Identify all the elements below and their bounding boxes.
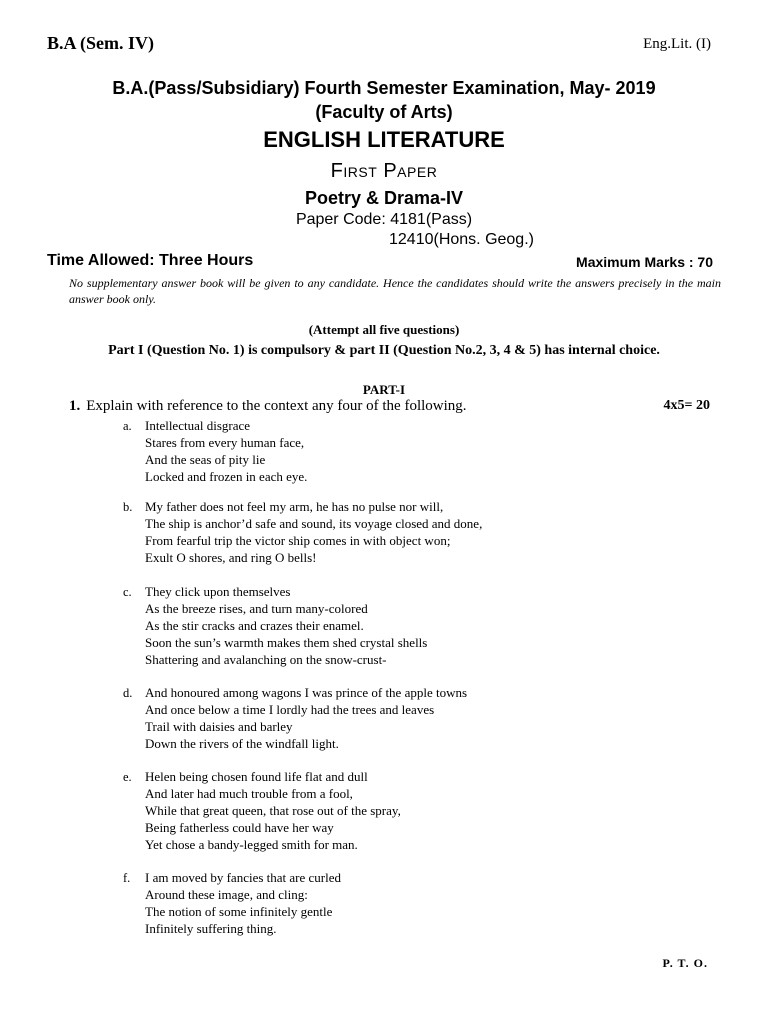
option-line: Soon the sun’s warmth makes them shed crystal shells <box>145 635 428 650</box>
option-line: Infinitely suffering thing. <box>145 921 277 936</box>
option-line: Being fatherless could have her way <box>145 820 334 835</box>
exam-title: B.A.(Pass/Subsidiary) Fourth Semester Examination, May- 2019 <box>112 78 656 98</box>
option-line: As the breeze rises, and turn many-colored <box>145 601 368 616</box>
option-line: I am moved by fancies that are curled <box>145 870 341 885</box>
header-course: B.A (Sem. IV) <box>47 33 154 53</box>
paper-title: First Paper <box>330 160 438 182</box>
subject-title: ENGLISH LITERATURE <box>263 127 505 152</box>
option-line: From fearful trip the victor ship comes in with object won; <box>145 533 451 548</box>
header-subject-code: Eng.Lit. (I) <box>643 36 711 52</box>
attempt-instruction: (Attempt all five questions) <box>308 322 460 337</box>
option-line: While that great queen, that rose out of the spray, <box>145 803 401 818</box>
part-heading: PART-I <box>362 382 406 397</box>
option-line: The ship is anchor’d safe and sound, its voyage closed and done, <box>145 516 483 531</box>
instruction-note: No supplementary answer book will be given to any candidate. Hence the candidates should write the answers precisely in the main answer book only. <box>69 276 721 306</box>
option-letter: a. <box>123 419 132 433</box>
option-line: And honoured among wagons I was prince of the apple towns <box>145 685 468 700</box>
paper-code-hons: 12410(Hons. Geog.) <box>389 231 534 248</box>
option-line: Trail with daisies and barley <box>145 719 293 734</box>
option-line: And later had much trouble from a fool, <box>145 786 353 801</box>
question-marks: 4x5= 20 <box>663 398 710 413</box>
option-line: Locked and frozen in each eye. <box>145 469 308 484</box>
option-line: Stares from every human face, <box>145 435 305 450</box>
paper-structure-note: Part I (Question No. 1) is compulsory & part II (Question No.2, 3, 4 & 5) has internal choice. <box>108 343 660 358</box>
option-line: And the seas of pity lie <box>145 452 266 467</box>
option-line: Exult O shores, and ring O bells! <box>145 550 317 565</box>
option-line: Helen being chosen found life flat and dull <box>145 769 368 784</box>
question-1 <box>69 398 467 415</box>
time-allowed: Time Allowed: Three Hours <box>47 252 254 269</box>
maximum-marks: Maximum Marks : 70 <box>576 254 713 270</box>
option-line: Intellectual disgrace <box>145 418 251 433</box>
paper-code-pass: Paper Code: 4181(Pass) <box>295 211 473 228</box>
option-line: Down the rivers of the windfall light. <box>145 736 339 751</box>
option-letter: b. <box>123 500 133 514</box>
question-number: 1. <box>69 398 81 414</box>
option-letter: e. <box>123 770 132 784</box>
paper-topic: Poetry & Drama-IV <box>304 188 464 208</box>
question-text: Explain with reference to the context any four of the following. <box>86 398 467 414</box>
option-line: As the stir cracks and crazes their enamel. <box>145 618 364 633</box>
option-line: The notion of some infinitely gentle <box>145 904 333 919</box>
page-turn-note: P. T. O. <box>662 956 708 970</box>
faculty-line: (Faculty of Arts) <box>315 102 453 122</box>
option-line: They click upon themselves <box>145 584 291 599</box>
option-line: And once below a time I lordly had the trees and leaves <box>145 702 435 717</box>
option-letter: d. <box>123 686 133 700</box>
option-line: Yet chose a bandy-legged smith for man. <box>145 837 358 852</box>
option-line: Shattering and avalanching on the snow-crust- <box>145 652 387 667</box>
option-line: My father does not feel my arm, he has no pulse nor will, <box>145 499 444 514</box>
option-letter: c. <box>123 585 132 599</box>
option-line: Around these image, and cling: <box>145 887 308 902</box>
option-letter: f. <box>123 871 131 885</box>
